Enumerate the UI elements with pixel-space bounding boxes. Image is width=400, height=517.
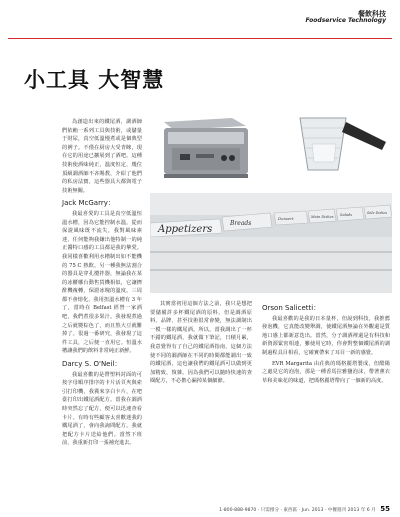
page-number: 55 (380, 505, 390, 513)
middle-paragraph: 其實當初用這個方法之前，我只是想把要儲備許多杯鐵尾酒的原料。但是調酒原料、品牌、甚至技術很常會變，無法調制出一模一樣的鐵尾酒。所以，當我調出了一杯不錯的鐵尾酒，我就做下筆記，日積月累，我意覺得有了自己的鐵尾酒指南，這個方法使不同的調酒師在不同的時間都能調出一致的鐵尾酒，這也讓我們的鐵尾酒可以做到更加精致，復雜。因為我們可以隨時快速的查閱配方，不必擔心漏掉某個細節。 (150, 301, 252, 385)
evr-margarita-paragraph: EVR Margarita 由荘典的瑪格麗塔製成，但酷陽之處見它的泡泡，那是一種香馬拉雅鹽泡沫，帶著薰衣草和美味花的味道，把瑪格麗塔帶向了一個新的高度。 (262, 360, 390, 384)
photo-sous-vide-and-measuring-cup (150, 104, 392, 190)
author-orson-salicetti: Orson Salicetti： (262, 304, 321, 312)
top-rule (8, 38, 392, 39)
darcy-paragraph: 我最喜歡的是帶塑料封面的可按字母順序排序的卡片活頁夾與索引打印機，我冀來享白卡片，在吧臺打印出鐵尾酒配方。當我在調酒時突然忘了配方，便可以迅速查看卡片。有時有些顧客太喜歡迷我的鐵尾酒了，會向我詢問配方。我就把配方卡片送給他們。當然下班前，我重新打印一張補充進去。 (62, 371, 142, 447)
intro-paragraph: 為創造出來的鐵尾酒，調酒師們依賴一系列工具與技術，或儲量于財尿，真空低溫慢煮或是個典型的例子。不僅在厨房大受青睞，現在它的用途已擴展到了酒吧。這種技術使酒味純正，溫度恒定，幾位頂級調酒師不吝賜教，介紹了他們的私房法寶，這些器具大都與電子技術無關。 (62, 119, 142, 194)
section-label-en: Foodservice Technology (305, 17, 386, 25)
article-left-column (62, 118, 142, 450)
author-jack-mcgarry: Jack McGarry： (62, 199, 115, 208)
divider-tab-dessert: Dessert (278, 216, 294, 221)
divider-tab-salads: Salads (340, 213, 353, 217)
orson-paragraph: 我最喜歡的是我的日本量杯，但說到科技，我推薦發泡機，它真能改變舉調，使鐵尾酒無論在外觀還是質地口感上都新意迭出。當然，分子調酒裡還是有科技和新資源緊密相連，雖使用它時，你會對整個鐵尾酒的調制過程具目相看，它確實帶來了耳目一新的感覺。 (262, 315, 390, 356)
divider-tab-breads: Breads (230, 220, 252, 227)
divider-tab-main-dishes: Main Dishes (311, 215, 334, 219)
section-label-zh: 餐飲科技 (358, 10, 386, 18)
divider-tab-appetizers: Appetizers (158, 224, 213, 235)
product-photos (150, 104, 392, 190)
page-footer (219, 505, 390, 513)
article-middle-column (150, 300, 252, 388)
headline: 小工具 大智慧 (24, 67, 165, 92)
divider-tab-side-dishes: Side Dishes (367, 211, 388, 215)
article-right-column (262, 300, 390, 387)
footer-text: 1-800-888-9870 · 只需撥分 · 東西區 · Jun. 2013 · 中餐週刊 2013 年 6 月 (219, 508, 376, 513)
jack-paragraph: 我最喜愛的工具是真空低溫恒溫水槽，因為它能控制水溫，從而保證風味既不流失，我對風味素達，任何能夠我嫌出他特制一的純正醬特口感的工具都是我的摯愛。我同樣喜歡利用水槽制出如不能機的 75 C 熱飲。另一種我無法割合的器具是穿孔攪拌器，無論我在某的冰櫃哪台動售貨機相似，它讓擠酢機複轉，保證冰塊的溫度。三周都不會熔化，我用扭溫水槽有 3 年了，當時在 Belfast 經營一家酒吧，我們煮很多果汁。我發現煮過之后就變棕色了，而且熬大豆就難掉了。很過一番研究，我發現了這件工具，之后便一直用它。恒溫水槽讓我們的飲料非常純正新鮮。 (62, 210, 142, 355)
author-darcy-oneil: Darcy S. O'Neil： (62, 360, 122, 369)
section-label (306, 10, 386, 25)
recipe-dividers-photo (150, 193, 392, 293)
